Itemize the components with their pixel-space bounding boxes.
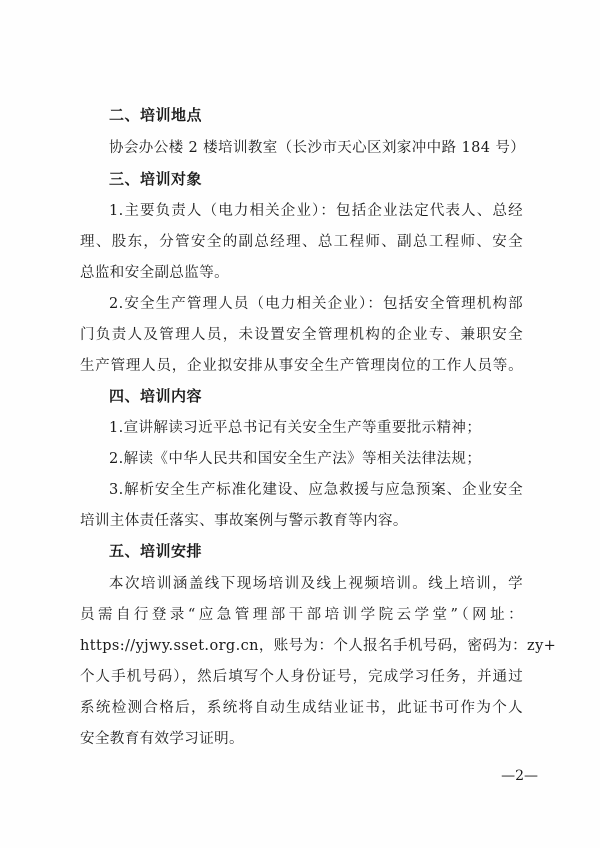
paragraph-line: 总监和安全副总监等。: [80, 265, 229, 281]
paragraph-line: 员需自行登录“应急管理部干部培训学院云学堂”（网址：: [80, 607, 523, 623]
content-item-3-continued: 培训主体责任落实、事故案例与警示教育等内容。: [80, 513, 408, 529]
paragraph-line: 1.主要负责人（电力相关企业）：包括企业法定代表人、总经: [109, 203, 523, 219]
paragraph-line: 门负责人及管理人员，未设置安全管理机构的企业专、兼职安全: [80, 327, 523, 343]
paragraph-line: 系统检测合格后，系统将自动生成结业证书，此证书可作为个人: [80, 700, 523, 716]
section-heading-training-arrangement: 五、培训安排: [109, 542, 203, 560]
paragraph-line: 本次培训涵盖线下现场培训及线上视频培训。线上培训，学: [109, 576, 523, 592]
section-heading-training-target: 三、培训对象: [109, 170, 203, 188]
paragraph-line: 生产管理人员，企业拟安排从事安全生产管理岗位的工作人员等。: [80, 358, 523, 374]
paragraph-line: 2.安全生产管理人员（电力相关企业）：包括安全管理机构部: [109, 296, 523, 312]
page-number: —2—: [501, 768, 538, 784]
training-location-text: 协会办公楼 2 楼培训教室（长沙市天心区刘家冲中路 184 号）: [109, 140, 526, 156]
paragraph-line: 安全教育有效学习证明。: [80, 731, 244, 747]
paragraph-line-url: https://yjwy.sset.org.cn，账号为：个人报名手机号码，密码为：zy+: [80, 638, 557, 654]
paragraph-line: 理、股东，分管安全的副总经理、总工程师、副总工程师、安全: [80, 234, 523, 250]
section-heading-training-location: 二、培训地点: [109, 106, 203, 124]
content-item-1: 1.宣讲解读习近平总书记有关安全生产等重要批示精神；: [109, 420, 482, 436]
section-heading-training-content: 四、培训内容: [109, 387, 203, 405]
paragraph-line: 个人手机号码），然后填写个人身份证号，完成学习任务，并通过: [80, 669, 523, 685]
content-item-3: 3.解析安全生产标准化建设、应急救援与应急预案、企业安全: [109, 482, 523, 498]
content-item-2: 2.解读《中华人民共和国安全生产法》等相关法律法规；: [109, 451, 482, 467]
